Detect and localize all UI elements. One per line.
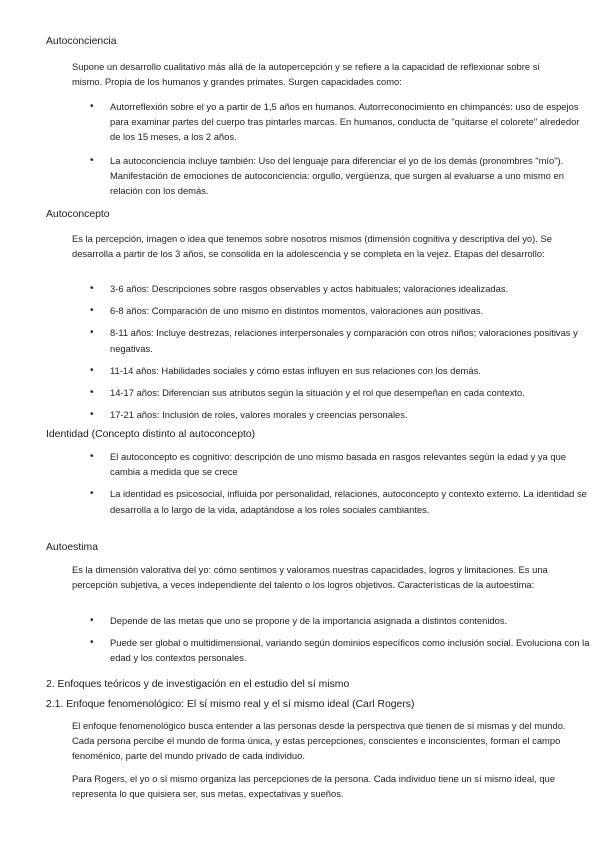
list-item: • Autorreflexión sobre el yo a partir de 1,5 años en humanos. Autorreconocimiento en chimpancés: uso de espejos para examinar partes del cuerpo tras pintarles marcas. En humanos, conducta de "quitarse el colorete" alrededor de los 15 meses, a los 2 años. bbox=[90, 99, 590, 145]
paragraph-rogers: Para Rogers, el yo o sí mismo organiza las percepciones de la persona. Cada individuo tiene un sí mismo ideal, que representa lo que quisiera ser, sus metas, expectativas y sueños. bbox=[72, 773, 556, 800]
paragraph-autoestima: Es la dimensión valorativa del yo: cómo sentimos y valoramos nuestras capacidades, logros y limitaciones. Es una percepción subjetiva, a veces independiente del talento o los logros objetivos. Características de la autoestima: bbox=[72, 564, 548, 591]
bullet-list-identidad bbox=[90, 449, 590, 517]
list-item: • 8-11 años: Incluye destrezas, relaciones interpersonales y comparación con otros niños; valoraciones positivas y negativas. bbox=[90, 325, 590, 355]
list-item: • 6-8 años: Comparación de uno mismo en distintos momentos, valoraciones aún positivas. bbox=[90, 303, 590, 318]
paragraph-autoconciencia: Supone un desarrollo cualitativo más allá de la autopercepción y se refiere a la capacidad de reflexionar sobre sí mismo. Propia de los humanos y grandes primates. Surgen capacidades como: bbox=[72, 61, 540, 88]
bullet-list-autoestima bbox=[90, 613, 590, 666]
heading-identidad: Identidad (Concepto distinto al autoconcepto) bbox=[46, 429, 256, 440]
subheading-enfoque-fenomenologico: 2.1. Enfoque fenomenológico: El sí mismo real y el sí mismo ideal (Carl Rogers) bbox=[46, 699, 415, 710]
list-item: • Puede ser global o multidimensional, variando según dominios específicos como inclusión social. Evoluciona con la edad y los contextos personales. bbox=[90, 635, 590, 665]
heading-autoconciencia: Autoconciencia bbox=[46, 36, 117, 47]
heading-autoestima: Autoestima bbox=[46, 542, 98, 553]
list-item: • La autoconciencia incluye también: Uso del lenguaje para diferenciar el yo de los demás (pronombres "mío"). Manifestación de emociones de autoconciencia: orgullo, vergüenza, que surgen al evaluarse a uno mismo en relación con los demás. bbox=[90, 153, 590, 199]
list-item: • 14-17 años: Diferencian sus atributos según la situación y el rol que desempeñan en cada contexto. bbox=[90, 385, 590, 400]
list-item: • 17-21 años: Inclusión de roles, valores morales y creencias personales. bbox=[90, 407, 590, 422]
heading-enfoques: 2. Enfoques teóricos y de investigación en el estudio del sí mismo bbox=[46, 679, 350, 690]
bullet-list-autoconciencia bbox=[90, 99, 590, 198]
list-item: • El autoconcepto es cognitivo: descripción de uno mismo basada en rasgos relevantes según la edad y ya que cambia a medida que se crece bbox=[90, 449, 590, 479]
list-item: • 3-6 años: Descripciones sobre rasgos observables y actos habituales; valoraciones idealizadas. bbox=[90, 281, 590, 296]
list-item: • 11-14 años: Habilidades sociales y cómo estas influyen en sus relaciones con los demás. bbox=[90, 363, 590, 378]
bullet-list-autoconcepto bbox=[90, 281, 590, 422]
paragraph-enfoque-fenomenologico: El enfoque fenomenológico busca entender a las personas desde la perspectiva que tienen de sí mismas y del mundo. Cada persona percibe el mundo de forma única, y estas percepciones, conscientes e inconscientes, forman el campo fenoménico, parte del mundo privado de cada individuo. bbox=[72, 720, 566, 762]
heading-autoconcepto: Autoconcepto bbox=[46, 209, 110, 220]
list-item: • La identidad es psicosocial, influida por personalidad, relaciones, autoconcepto y contexto externo. La identidad se desarrolla a lo largo de la vida, adaptándose a los roles sociales cambiantes. bbox=[90, 486, 590, 516]
paragraph-autoconcepto: Es la percepción, imagen o idea que tenemos sobre nosotros mismos (dimensión cognitiva y descriptiva del yo). Se desarrolla a partir de los 3 años, se consolida en la adolescencia y se completa en la vejez. Etapas del desarrollo: bbox=[72, 233, 552, 260]
list-item: • Depende de las metas que uno se propone y de la importancia asignada a distintos contenidos. bbox=[90, 613, 590, 628]
